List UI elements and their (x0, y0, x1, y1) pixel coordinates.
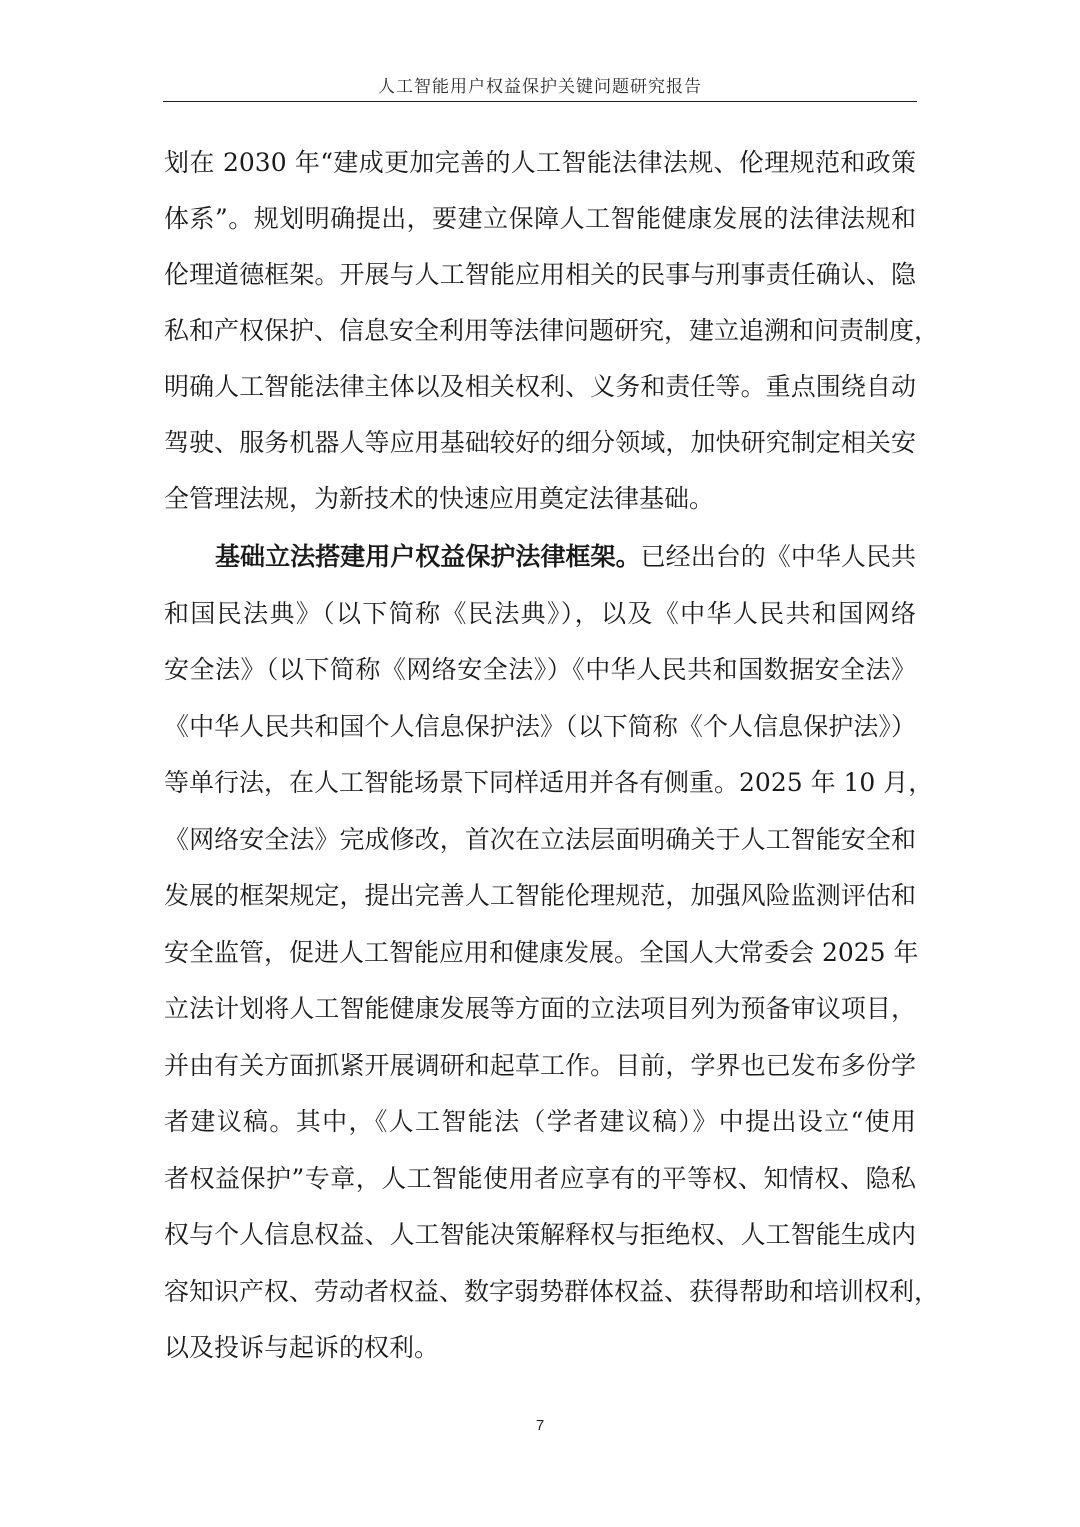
paragraph-2-line: 发展的框架规定，提出完善人工智能伦理规范，加强风险监测评估和 (164, 881, 916, 910)
page-number: 7 (535, 1417, 545, 1434)
paragraph-1-line: 划在 2030 年“建成更加完善的人工智能法律法规、伦理规范和政策 (164, 148, 916, 177)
paragraph-1-line: 伦理道德框架。开展与人工智能应用相关的民事与刑事责任确认、隐 (164, 260, 916, 289)
paragraph-2-line: 等单行法，在人工智能场景下同样适用并各有侧重。2025 年 10 月， (164, 768, 934, 797)
paragraph-2-line: 者权益保护”专章，人工智能使用者应享有的平等权、知情权、隐私 (164, 1164, 916, 1193)
paragraph-1-line: 明确人工智能法律主体以及相关权利、义务和责任等。重点围绕自动 (164, 372, 916, 401)
running-header: 人工智能用户权益保护关键问题研究报告 (378, 77, 702, 97)
paragraph-2-line: 者建议稿。其中，《人工智能法（学者建议稿）》中提出设立“使用 (164, 1107, 916, 1136)
paragraph-2-lead-heading: 基础立法搭建用户权益保护法律框架。 (215, 542, 641, 571)
paragraph-2-first-line-text: 已经出台的《中华人民共 (640, 542, 916, 571)
paragraph-2-line: 立法计划将人工智能健康发展等方面的立法项目列为预备审议项目， (164, 994, 916, 1023)
header-rule (163, 101, 917, 102)
paragraph-1-line: 驾驶、服务机器人等应用基础较好的细分领域，加快研究制定相关安 (164, 428, 916, 457)
paragraph-2-line: 安全监管，促进人工智能应用和健康发展。全国人大常委会 2025 年 (164, 938, 919, 967)
paragraph-1-line: 私和产权保护、信息安全利用等法律问题研究，建立追溯和问责制度， (164, 316, 940, 345)
paragraph-2-line: 《网络安全法》完成修改，首次在立法层面明确关于人工智能安全和 (164, 825, 916, 854)
paragraph-2-line: 《中华人民共和国个人信息保护法》（以下简称《个人信息保护法》） (164, 712, 916, 741)
paragraph-1-line: 全管理法规，为新技术的快速应用奠定法律基础。 (164, 484, 715, 513)
paragraph-2-line: 和国民法典》（以下简称《民法典》），以及《中华人民共和国网络 (164, 599, 916, 628)
paragraph-2-line: 容知识产权、劳动者权益、数字弱势群体权益、获得帮助和培训权利， (164, 1277, 940, 1306)
paragraph-2-first-line (215, 542, 916, 572)
paragraph-2-line: 以及投诉与起诉的权利。 (164, 1333, 440, 1362)
paragraph-2-line: 安全法》（以下简称《网络安全法》）《中华人民共和国数据安全法》 (164, 655, 916, 684)
paragraph-2-line: 并由有关方面抓紧开展调研和起草工作。目前，学界也已发布多份学 (164, 1051, 916, 1080)
paragraph-1-line: 体系”。规划明确提出，要建立保障人工智能健康发展的法律法规和 (164, 204, 916, 233)
paragraph-2-line: 权与个人信息权益、人工智能决策解释权与拒绝权、人工智能生成内 (164, 1220, 916, 1249)
